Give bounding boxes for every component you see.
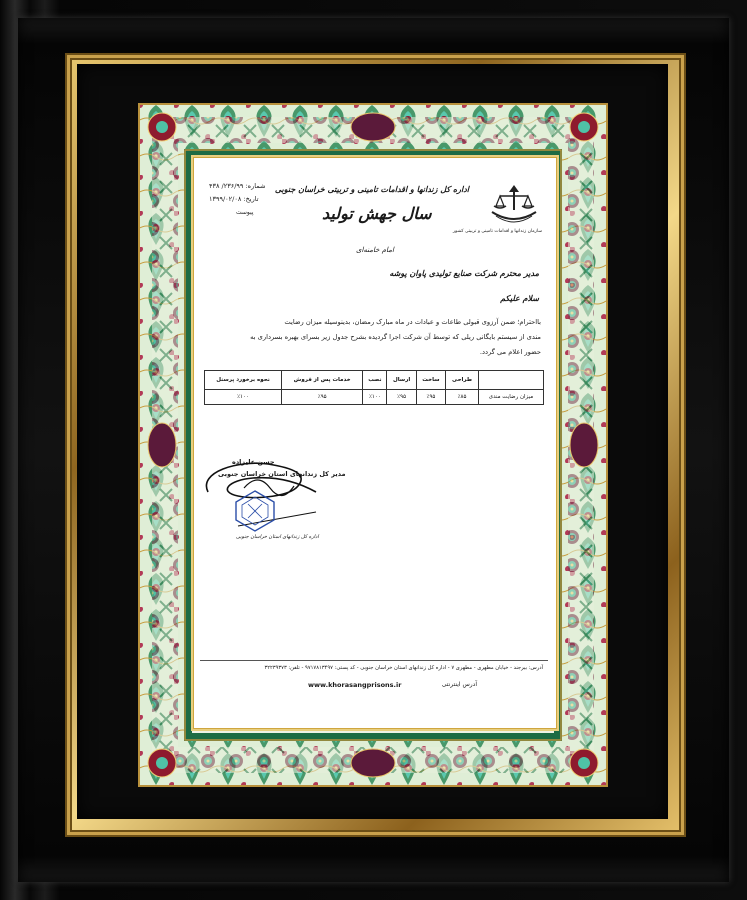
- stamp-caption: اداره کل زندانهای استان خراسان جنوبی: [236, 534, 319, 540]
- letter-date: [209, 195, 259, 203]
- letter-page: [193, 157, 557, 729]
- table-cell: ٪۸۵: [446, 390, 479, 405]
- footer-website-link[interactable]: www.khorasangprisons.ir: [308, 681, 402, 689]
- greeting: سلام علیکم: [500, 293, 539, 303]
- table-cell: ٪۹۵: [282, 390, 363, 405]
- table-cell: ٪۱۰۰: [205, 390, 282, 405]
- signatory-name: حسن علیزاده: [232, 458, 275, 466]
- table-cell: ٪۱۰۰: [363, 390, 387, 405]
- table-header-cell: [478, 371, 543, 390]
- prisons-organization-emblem-icon: [486, 182, 542, 230]
- table-header-cell: طراحی: [446, 371, 479, 390]
- body-line-1: بااحترام؛ ضمن آرزوی قبولی طاعات و عبادات در ماه مبارک رمضان، بدینوسیله میزان رضایت: [284, 318, 541, 326]
- table-header-cell: ارسال: [387, 371, 416, 390]
- table-header-cell: خدمات پس از فروش: [282, 371, 363, 390]
- table-row: [205, 390, 544, 405]
- date-value: ۱۳۹۹/۰۲/۰۸: [209, 195, 242, 203]
- body-line-2: مندی از سیستم بایگانی ریلی که توسط آن شرکت اجرا گردیده بشرح جدول زیر بسرای بهبره بسرداری به: [250, 333, 541, 341]
- year-slogan-calligraphy: سال جهش تولید: [322, 204, 432, 223]
- satisfaction-table: [204, 370, 544, 405]
- body-line-3: حضور اعلام می گردد.: [479, 348, 541, 356]
- number-value: ۲۳۶/۹۹/ ۴۳۸: [209, 182, 244, 190]
- letter-number: [209, 182, 265, 190]
- slogan-attribution: امام خامنه‌ای: [356, 246, 394, 254]
- table-cell: میزان رضایت مندی: [478, 390, 543, 405]
- table-header-cell: ساخت: [416, 371, 445, 390]
- table-header-row: [205, 371, 544, 390]
- attachment-label: پیوست: [236, 209, 254, 216]
- table-cell: ٪۹۵: [387, 390, 416, 405]
- table-header-cell: نحوه برخورد پرسنل: [205, 371, 282, 390]
- signatory-title: مدیر کل زندانهای استان خراسان جنوبی: [218, 470, 346, 478]
- emblem-caption: سازمان زندانها و اقدامات تامینی و تربیتی کشور: [452, 229, 542, 234]
- footer-website-label: آدرس اینترنتی: [441, 681, 477, 688]
- official-stamp-icon: [230, 488, 280, 534]
- table-header-cell: نصب: [363, 371, 387, 390]
- table-cell: ٪۹۵: [416, 390, 445, 405]
- organization-name: اداره کل زندانها و اقدامات تامینی و تربیتی خراسان جنوبی: [274, 184, 469, 194]
- footer-address: آدرس: بیرجند - خیابان مطهری - مطهری ۷ - اداره کل زندانهای استان خراسان جنوبی - کد پستی: ۹۷۱۷۸۱۳۴۹۷ - تلفن: ۳۲۲۳۹۳۷۳: [264, 665, 543, 671]
- footer-divider: [200, 660, 548, 661]
- date-label: تاریخ:: [243, 195, 259, 203]
- number-label: شماره:: [245, 182, 266, 190]
- recipient-line: مدیر محترم شرکت صنایع تولیدی پاوان پوشه: [389, 268, 539, 278]
